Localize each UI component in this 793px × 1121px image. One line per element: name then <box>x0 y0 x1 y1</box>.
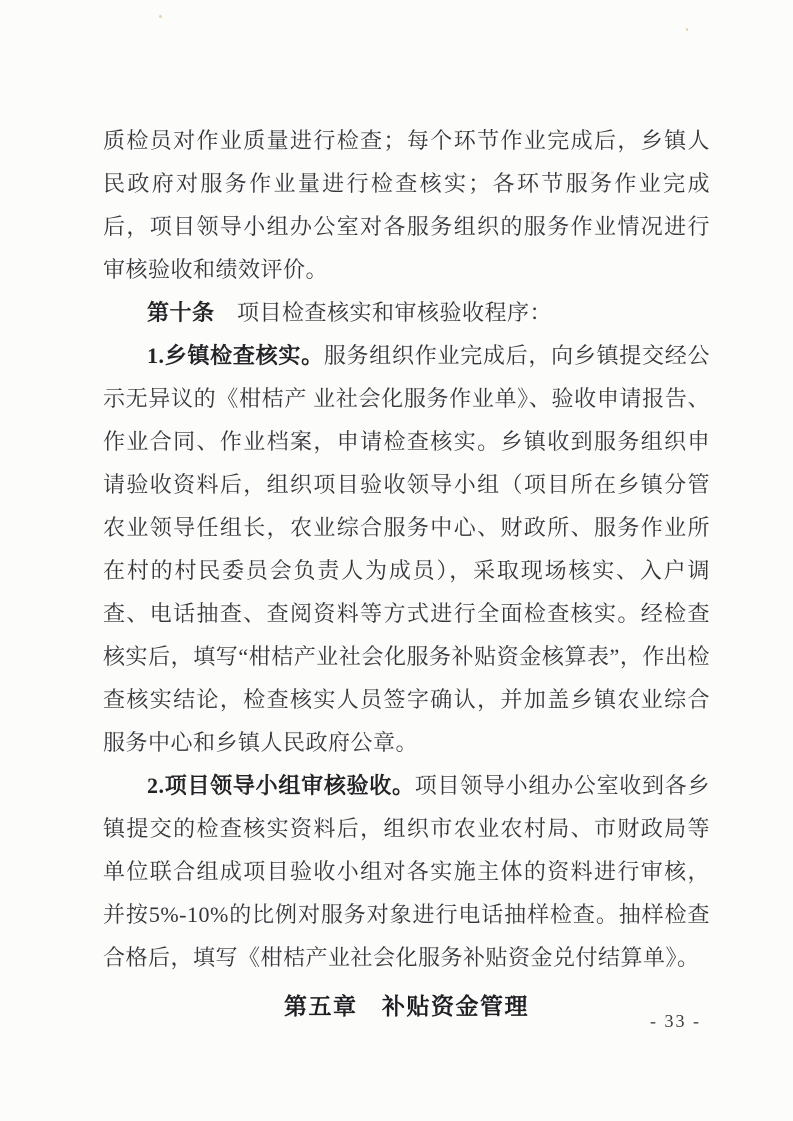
paragraph-item-2 <box>103 764 710 979</box>
text-run: 质检员对作业质量进行检查；每个环节作业完成后，乡镇人民政府对服务作业量进行检查核实；各环节服务作业完成后，项目领导小组办公室对各服务组织的服务作业情况进行审核验收和绩效评价。 <box>103 128 710 282</box>
page-content <box>103 119 710 1028</box>
paragraph-continuation <box>103 119 710 291</box>
item-lead-text: 1.乡镇检查核实。 <box>147 343 324 368</box>
article-number-text: 第十条 <box>147 300 215 325</box>
paragraph-item-1 <box>103 334 710 764</box>
chapter-heading: 第五章 补贴资金管理 <box>284 994 529 1019</box>
scan-speck <box>159 15 162 18</box>
text-run: 项目检查核实和审核验收程序： <box>214 300 553 325</box>
paragraph-article-10 <box>103 291 710 334</box>
item-lead-text: 2.项目领导小组审核验收。 <box>147 773 415 798</box>
text-run: 服务组织作业完成后，向乡镇提交经公示无异议的《柑桔产 业社会化服务作业单》、验收申请报告、作业合同、作业档案，申请检查核实。乡镇收到服务组织申请验收资料后，组织项目验收领导小组（项目所在乡镇分管农业领导任组长，农业综合服务中心、财政所、服务作业所在村的村民委员会负责人为成员），采取现场核实、入户调查、电话抽查、查阅资料等方式进行全面检查核实。经检查核实后，填写“柑桔产业社会化服务补贴资金核算表”，作出检查核实结论，检查核实人员签字确认，并加盖乡镇农业综合服务中心和乡镇人民政府公章。 <box>103 343 710 755</box>
scan-speck <box>686 28 688 31</box>
text-run: 项目领导小组办公室收到各乡镇提交的检查核实资料后，组织市农业农村局、市财政局等单位联合组成项目验收小组对各实施主体的资料进行审核，并按5%-10%的比例对服务对象进行电话抽样检查。抽样检查合格后，填写《柑桔产业社会化服务补贴资金兑付结算单》。 <box>103 773 710 970</box>
page-number: - 33 - <box>650 1011 701 1031</box>
